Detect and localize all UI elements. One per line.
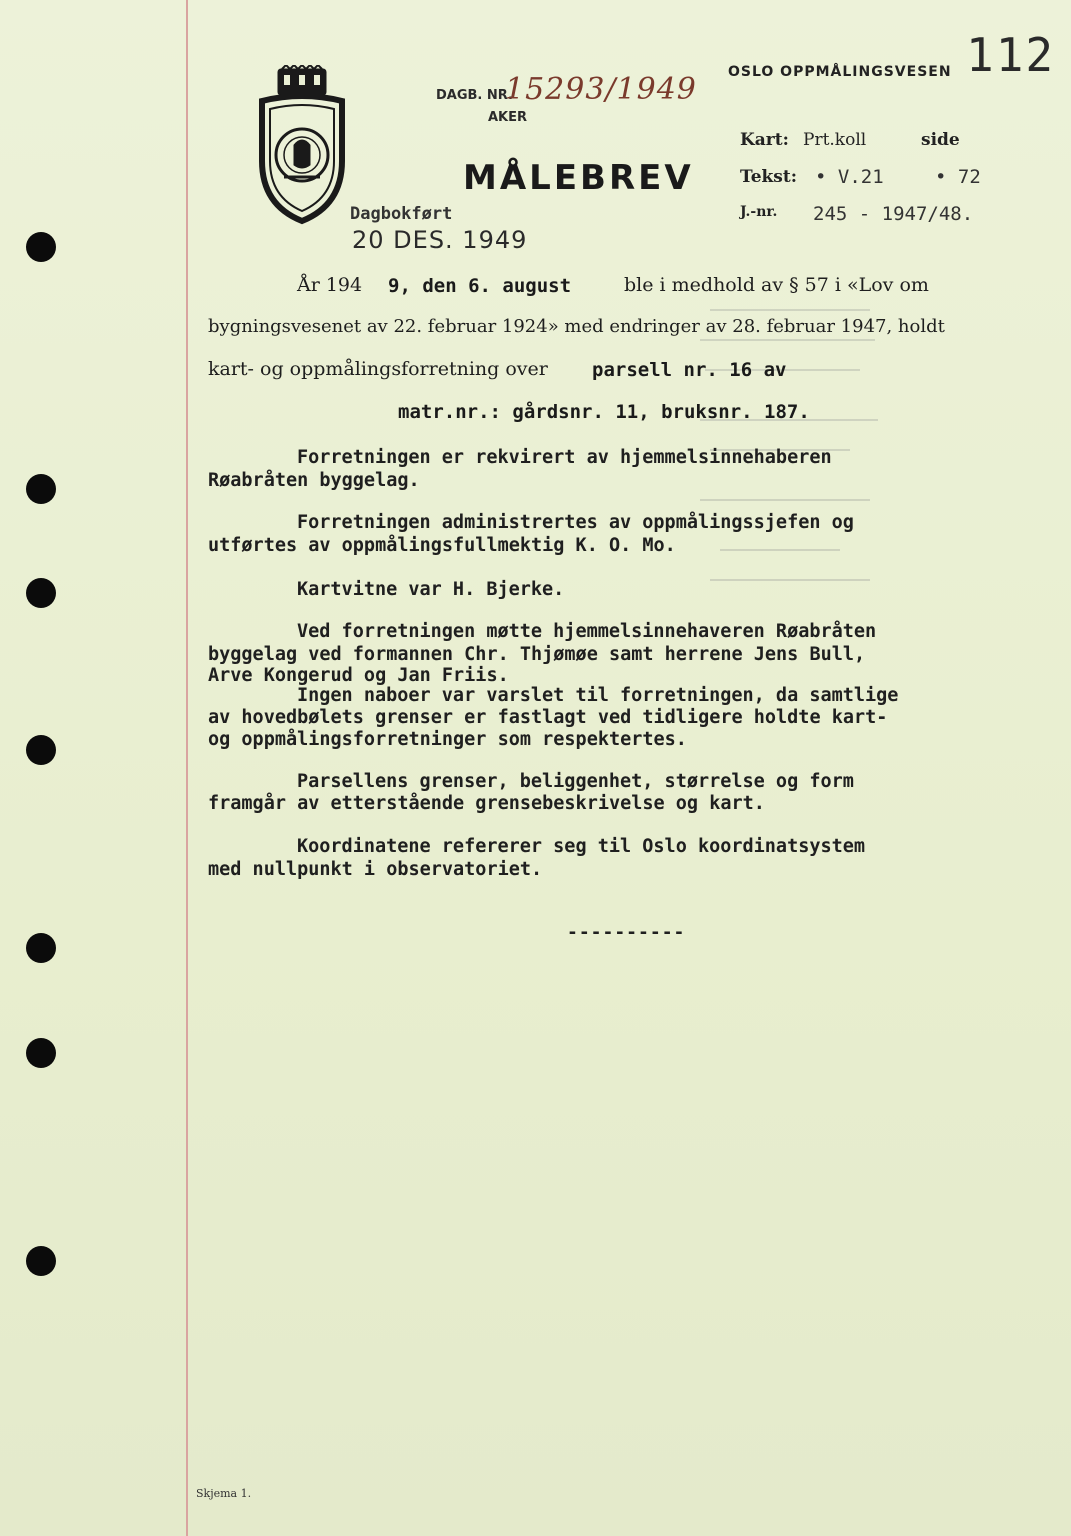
paragraph-5-line: Parsellens grenser, beliggenhet, størrelse og form	[297, 771, 854, 792]
jnr-label: J.-nr.	[740, 204, 778, 220]
punch-hole	[26, 735, 56, 765]
page-number: 112	[966, 28, 1056, 82]
paragraph-2-line: Forretningen administrertes av oppmålingssjefen og	[297, 512, 854, 533]
dagbokfort-stamp: Dagbokført	[350, 204, 453, 224]
paragraph-5-line: framgår av etterstående grensebeskrivelse og kart.	[208, 793, 765, 814]
body-line-1c: ble i medhold av § 57 i «Lov om	[624, 274, 929, 296]
body-line-2: bygningsvesenet av 22. februar 1924» med endringer av 28. februar 1947, holdt	[208, 316, 945, 337]
paragraph-1-line: Røabråten byggelag.	[208, 470, 420, 491]
document-title: MÅLEBREV	[463, 158, 694, 198]
form-footer: Skjema 1.	[196, 1487, 252, 1500]
paragraph-4-line: Ved forretningen møtte hjemmelsinnehaveren Røabråten	[297, 621, 877, 642]
kart-value: Prt.koll	[803, 130, 867, 150]
margin-line	[186, 0, 188, 1536]
stamp-date: 20 DES. 1949	[352, 226, 528, 254]
paragraph-1-line: Forretningen er rekvirert av hjemmelsinnehaberen	[297, 447, 832, 468]
dagb-handwritten-number: 15293/1949	[505, 72, 697, 107]
punch-hole	[26, 933, 56, 963]
punch-hole	[26, 578, 56, 608]
jnr-value: 245 - 1947/48.	[813, 203, 974, 225]
paragraph-4-line: Ingen naboer var varslet til forretningen, da samtlige	[297, 685, 899, 706]
paragraph-4-line: av hovedbølets grenser er fastlagt ved tidligere holdte kart-	[208, 707, 888, 728]
punch-hole	[26, 232, 56, 262]
dagb-label: DAGB. NR.	[436, 88, 513, 103]
oslo-seal-icon	[254, 65, 350, 225]
punch-hole	[26, 474, 56, 504]
office-name: OSLO OPPMÅLINGSVESEN	[728, 64, 952, 80]
side-label: side	[921, 130, 960, 150]
tekst-label: Tekst:	[740, 167, 797, 187]
body-line-3a: kart- og oppmålingsforretning over	[208, 358, 548, 380]
body-line-1a: År 194	[297, 274, 363, 296]
punch-hole	[26, 1246, 56, 1276]
paragraph-6-line: Koordinatene refererer seg til Oslo koordinatsystem	[297, 836, 866, 857]
paragraph-4-line: Arve Kongerud og Jan Friis.	[208, 665, 509, 686]
body-line-1b: 9, den 6. august	[388, 275, 572, 297]
paragraph-6-line: med nullpunkt i observatoriet.	[208, 859, 543, 880]
aker-label: AKER	[488, 110, 528, 125]
tekst-value-2: • 72	[935, 166, 981, 188]
paragraph-4-line: byggelag ved formannen Chr. Thjømøe samt herrene Jens Bull,	[208, 644, 866, 665]
paragraph-4-line: og oppmålingsforretninger som respektertes.	[208, 729, 687, 750]
tekst-value-1: • V.21	[815, 166, 884, 188]
kart-label: Kart:	[740, 130, 789, 150]
paragraph-2-line: utførtes av oppmålingsfullmektig K. O. Mo.	[208, 535, 676, 556]
paragraph-3-line: Kartvitne var H. Bjerke.	[297, 579, 565, 600]
punch-hole	[26, 1038, 56, 1068]
separator-dashes: ----------	[567, 922, 686, 943]
body-line-3b: parsell nr. 16 av	[592, 359, 787, 381]
body-line-4: matr.nr.: gårdsnr. 11, bruksnr. 187.	[398, 401, 810, 423]
